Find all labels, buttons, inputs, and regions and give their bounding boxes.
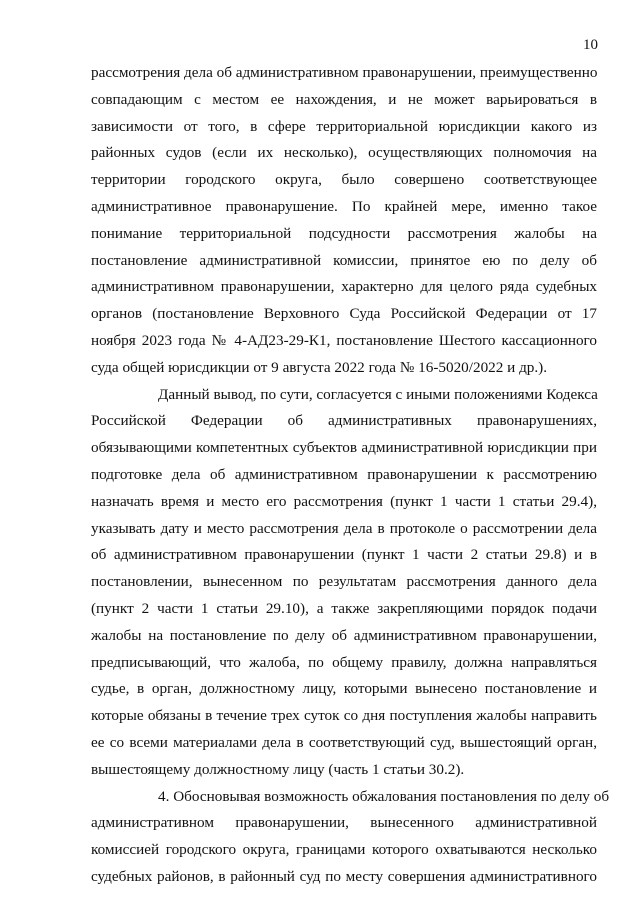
text-line: обязывающими компетентных субъектов административной юрисдикции при — [91, 439, 597, 457]
text-line: судебных районов, в районный суд по месту совершения административного — [91, 867, 597, 885]
page-number: 10 — [583, 37, 598, 53]
paragraph-1 — [91, 60, 597, 382]
text-line: подготовке дела об административном правонарушении к рассмотрению — [91, 465, 597, 483]
paragraph-3 — [91, 784, 610, 891]
text-line: административном правонарушении, вынесенного административной — [91, 814, 597, 832]
text-line: указывать дату и место рассмотрения дела в протоколе о рассмотрении дела — [91, 519, 597, 537]
text-line: постановлении, вынесенном по результатам рассмотрения данного дела — [91, 573, 597, 591]
text-line: постановление административной комиссии, принятое ею по делу об — [91, 251, 597, 269]
text-line: об административном правонарушении (пункт 1 части 2 статьи 29.8) и в — [91, 546, 597, 564]
text-line: вышестоящему должностному лицу (часть 1 статьи 30.2). — [91, 760, 465, 778]
text-line: 4. Обосновывая возможность обжалования постановления по делу об — [158, 787, 610, 805]
text-line: совпадающим с местом ее нахождения, и не может варьироваться в — [91, 90, 597, 108]
text-line: ноября 2023 года № 4-АД23-29-К1, постановление Шестого кассационного — [91, 331, 597, 349]
text-line: предписывающий, что жалоба, по общему правилу, должна направляться — [91, 653, 597, 671]
text-line: районных судов (если их несколько), осуществляющих полномочия на — [91, 144, 597, 162]
text-line: суда общей юрисдикции от 9 августа 2022 года № 16-5020/2022 и др.). — [91, 358, 548, 376]
document-body — [91, 60, 610, 891]
text-line: административное правонарушение. По крайней мере, именно такое — [91, 197, 597, 215]
text-line: ее со всеми материалами дела в соответствующий суд, вышестоящий орган, — [91, 733, 597, 751]
text-line: зависимости от того, в сфере территориальной юрисдикции какого из — [91, 117, 597, 135]
text-line: Российской Федерации об административных правонарушениях, — [91, 412, 597, 430]
text-line: жалобы на постановление по делу об административном правонарушении, — [91, 626, 597, 644]
text-line: (пункт 2 части 1 статьи 29.10), а также закрепляющими порядок подачи — [91, 599, 597, 617]
text-line: территории городского округа, было совершено соответствующее — [91, 171, 597, 189]
text-line: которые обязаны в течение трех суток со дня поступления жалобы направить — [91, 707, 597, 725]
text-line: рассмотрения дела об административном правонарушении, преимущественно — [91, 64, 598, 81]
text-line: комиссией городского округа, границами которого охватываются несколько — [91, 841, 597, 859]
text-line: судье, в орган, должностному лицу, которыми вынесено постановление и — [91, 680, 597, 698]
paragraph-2 — [91, 382, 597, 784]
text-line: органов (постановление Верховного Суда Российской Федерации от 17 — [91, 305, 597, 323]
text-line: административном правонарушении, характерно для целого ряда судебных — [91, 278, 597, 296]
text-line: Данный вывод, по сути, согласуется с иными положениями Кодекса — [158, 385, 598, 403]
text-line: назначать время и место его рассмотрения (пункт 1 части 1 статьи 29.4), — [91, 492, 597, 510]
text-line: понимание территориальной подсудности рассмотрения жалобы на — [91, 224, 597, 242]
